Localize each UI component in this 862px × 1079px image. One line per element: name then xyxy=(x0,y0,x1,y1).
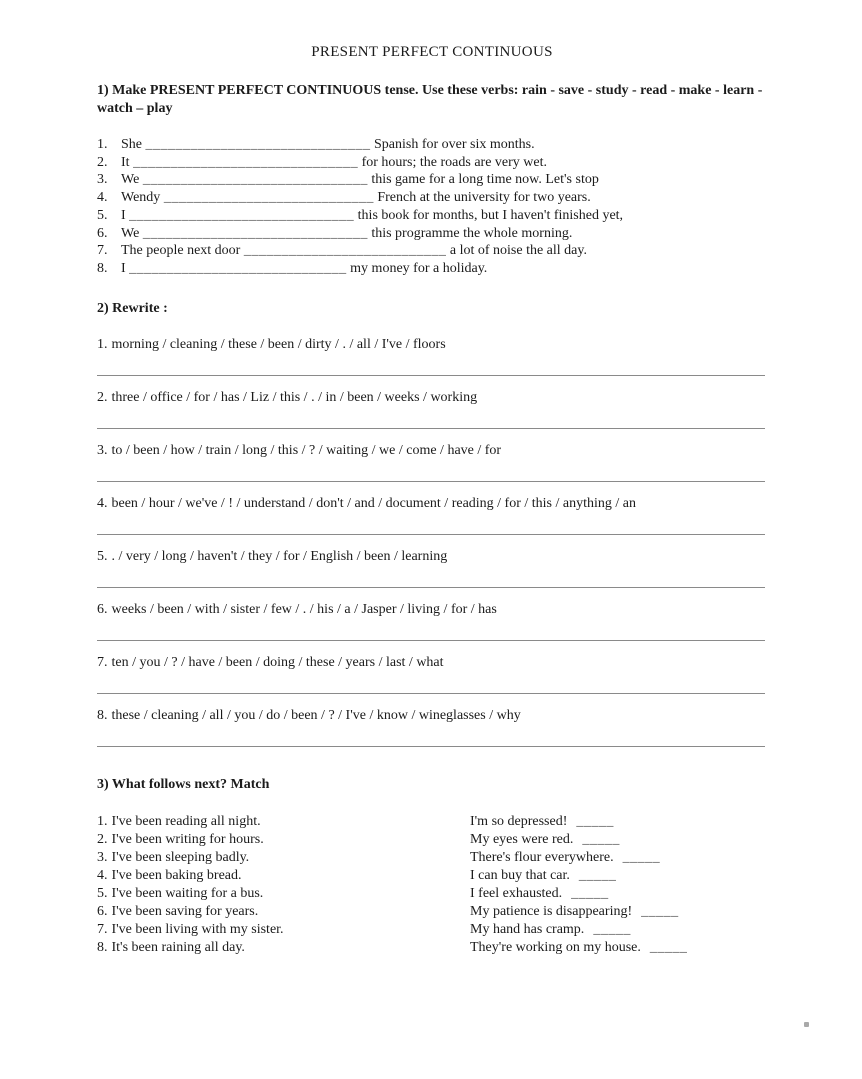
item-number: 8. xyxy=(97,939,108,955)
item-text-post: Spanish for over six months. xyxy=(374,137,535,152)
rewrite-item xyxy=(97,496,767,511)
item-number: 4. xyxy=(97,190,108,206)
item-number: 4. xyxy=(97,867,108,883)
match-left-text: I've been baking bread. xyxy=(111,867,242,883)
match-left xyxy=(97,867,470,885)
answer-line xyxy=(97,375,765,376)
match-right-text: My eyes were red. xyxy=(470,831,574,847)
match-answer-blank: _____ xyxy=(578,867,617,883)
item-text-pre: She xyxy=(121,137,142,152)
item-text-pre: The people next door xyxy=(121,243,241,259)
match-right-text: There's flour everywhere. xyxy=(470,849,614,865)
match-right-text: I feel exhausted. xyxy=(470,885,563,901)
item-number: 6. xyxy=(97,903,108,919)
match-left-text: I've been writing for hours. xyxy=(111,831,264,847)
match-row xyxy=(97,921,767,939)
fill-in-item xyxy=(97,171,767,189)
match-answer-blank: _____ xyxy=(582,831,620,847)
match-row xyxy=(97,885,767,903)
match-row xyxy=(97,849,767,867)
item-number: 1. xyxy=(97,337,108,353)
item-number: 4. xyxy=(97,496,108,512)
item-text-post: this book for months, but I haven't finished yet, xyxy=(357,207,624,223)
item-text-pre: We xyxy=(121,225,140,241)
match-left xyxy=(97,921,470,939)
item-number: 1. xyxy=(97,813,108,829)
match-left-text: I've been living with my sister. xyxy=(111,921,284,937)
item-number: 5. xyxy=(97,885,108,901)
fill-in-blank: ______________________________ xyxy=(133,154,359,170)
match-row xyxy=(97,903,767,921)
fill-in-item xyxy=(97,225,767,243)
rewrite-words: . / very / long / haven't / they / for / English / been / learning xyxy=(111,549,448,565)
page-title: PRESENT PERFECT CONTINUOUS xyxy=(311,44,553,60)
item-number: 6. xyxy=(97,602,108,618)
rewrite-words: weeks / been / with / sister / few / . / his / a / Jasper / living / for / has xyxy=(111,602,497,618)
rewrite-item xyxy=(97,602,767,617)
match-answer-blank: _____ xyxy=(593,921,631,937)
rewrite-words: morning / cleaning / these / been / dirty / . / all / I've / floors xyxy=(111,337,446,353)
match-left xyxy=(97,939,470,957)
rewrite-words: been / hour / we've / ! / understand / don't / and / document / reading / for / this / anything / an xyxy=(111,496,636,512)
match-answer-blank: _____ xyxy=(576,813,614,829)
fill-in-blank: ______________________________ xyxy=(145,137,371,152)
match-answer-blank: _____ xyxy=(641,903,679,919)
answer-line xyxy=(97,534,765,535)
item-number: 3. xyxy=(97,443,108,459)
match-answer-blank: _____ xyxy=(622,849,661,865)
scan-artifact-dot xyxy=(804,1022,809,1027)
item-number: 6. xyxy=(97,225,108,241)
match-answer-blank: _____ xyxy=(571,885,609,901)
item-number: 3. xyxy=(97,172,108,188)
fill-in-item xyxy=(97,189,767,207)
section1-heading: 1) Make PRESENT PERFECT CONTINUOUS tense. Use these verbs: rain - save - study - read - make - learn - watch – play xyxy=(97,83,763,116)
match-left-text: I've been reading all night. xyxy=(111,813,261,829)
fill-in-exercise-list xyxy=(97,136,767,278)
fill-in-blank: ______________________________ xyxy=(142,225,368,241)
match-row xyxy=(97,939,767,957)
match-right-text: I'm so depressed! xyxy=(470,813,568,829)
rewrite-item xyxy=(97,337,767,352)
match-right-text: My patience is disappearing! xyxy=(470,903,633,919)
item-text-pre: I xyxy=(121,260,126,276)
rewrite-exercise-list xyxy=(97,337,767,747)
section2-heading: 2) Rewrite : xyxy=(97,300,168,316)
fill-in-blank: ______________________________ xyxy=(142,172,368,188)
match-left-text: It's been raining all day. xyxy=(111,939,245,955)
match-row xyxy=(97,831,767,849)
answer-line xyxy=(97,640,765,641)
item-number: 7. xyxy=(97,243,108,259)
item-text-post: my money for a holiday. xyxy=(350,260,488,276)
fill-in-item xyxy=(97,207,767,225)
item-text-post: a lot of noise the all day. xyxy=(449,243,587,259)
match-left xyxy=(97,885,470,903)
item-number: 8. xyxy=(97,708,108,724)
answer-line xyxy=(97,481,765,482)
match-left-text: I've been waiting for a bus. xyxy=(111,885,264,901)
fill-in-blank: _____________________________ xyxy=(129,260,347,276)
rewrite-item xyxy=(97,443,767,458)
item-number: 5. xyxy=(97,207,108,223)
match-left xyxy=(97,813,470,831)
match-right-text: My hand has cramp. xyxy=(470,921,585,937)
fill-in-item xyxy=(97,154,767,172)
match-left xyxy=(97,831,470,849)
match-right-text: They're working on my house. xyxy=(470,939,641,955)
item-number: 5. xyxy=(97,549,108,565)
item-number: 2. xyxy=(97,154,108,170)
rewrite-words: to / been / how / train / long / this / ? / waiting / we / come / have / for xyxy=(111,443,502,459)
item-text-post: this game for a long time now. Let's stop xyxy=(371,172,599,188)
match-row xyxy=(97,813,767,831)
rewrite-words: ten / you / ? / have / been / doing / these / years / last / what xyxy=(111,655,444,671)
fill-in-item xyxy=(97,260,767,278)
item-number: 2. xyxy=(97,831,108,847)
rewrite-item xyxy=(97,549,767,564)
item-text-pre: Wendy xyxy=(121,190,161,206)
section3-heading: 3) What follows next? Match xyxy=(97,777,270,793)
rewrite-item xyxy=(97,708,767,723)
item-number: 2. xyxy=(97,390,108,406)
fill-in-blank: ______________________________ xyxy=(129,207,355,223)
answer-line xyxy=(97,746,765,747)
match-left xyxy=(97,849,470,867)
match-right-text: I can buy that car. xyxy=(470,867,570,883)
answer-line xyxy=(97,693,765,694)
fill-in-item xyxy=(97,136,767,154)
item-text-pre: I xyxy=(121,207,126,223)
item-text-post: for hours; the roads are very wet. xyxy=(361,154,547,170)
match-answer-blank: _____ xyxy=(649,939,688,955)
item-number: 7. xyxy=(97,655,108,671)
item-text-post: this programme the whole morning. xyxy=(371,225,573,241)
match-left-text: I've been saving for years. xyxy=(111,903,259,919)
match-row xyxy=(97,867,767,885)
rewrite-item xyxy=(97,390,767,405)
fill-in-blank: ___________________________ xyxy=(243,243,447,259)
item-text-pre: It xyxy=(121,154,130,170)
rewrite-words: three / office / for / has / Liz / this / . / in / been / weeks / working xyxy=(111,390,478,406)
match-left xyxy=(97,903,470,921)
match-left-text: I've been sleeping badly. xyxy=(111,849,250,865)
fill-in-item xyxy=(97,242,767,260)
match-exercise-list xyxy=(97,813,767,957)
rewrite-words: these / cleaning / all / you / do / been / ? / I've / know / wineglasses / why xyxy=(111,708,521,724)
item-text-pre: We xyxy=(121,172,140,188)
fill-in-blank: ____________________________ xyxy=(163,190,374,206)
item-number: 7. xyxy=(97,921,108,937)
item-number: 8. xyxy=(97,260,108,276)
item-number: 1. xyxy=(97,137,108,152)
rewrite-item xyxy=(97,655,767,670)
item-text-post: French at the university for two years. xyxy=(377,190,591,206)
answer-line xyxy=(97,587,765,588)
answer-line xyxy=(97,428,765,429)
item-number: 3. xyxy=(97,849,108,865)
